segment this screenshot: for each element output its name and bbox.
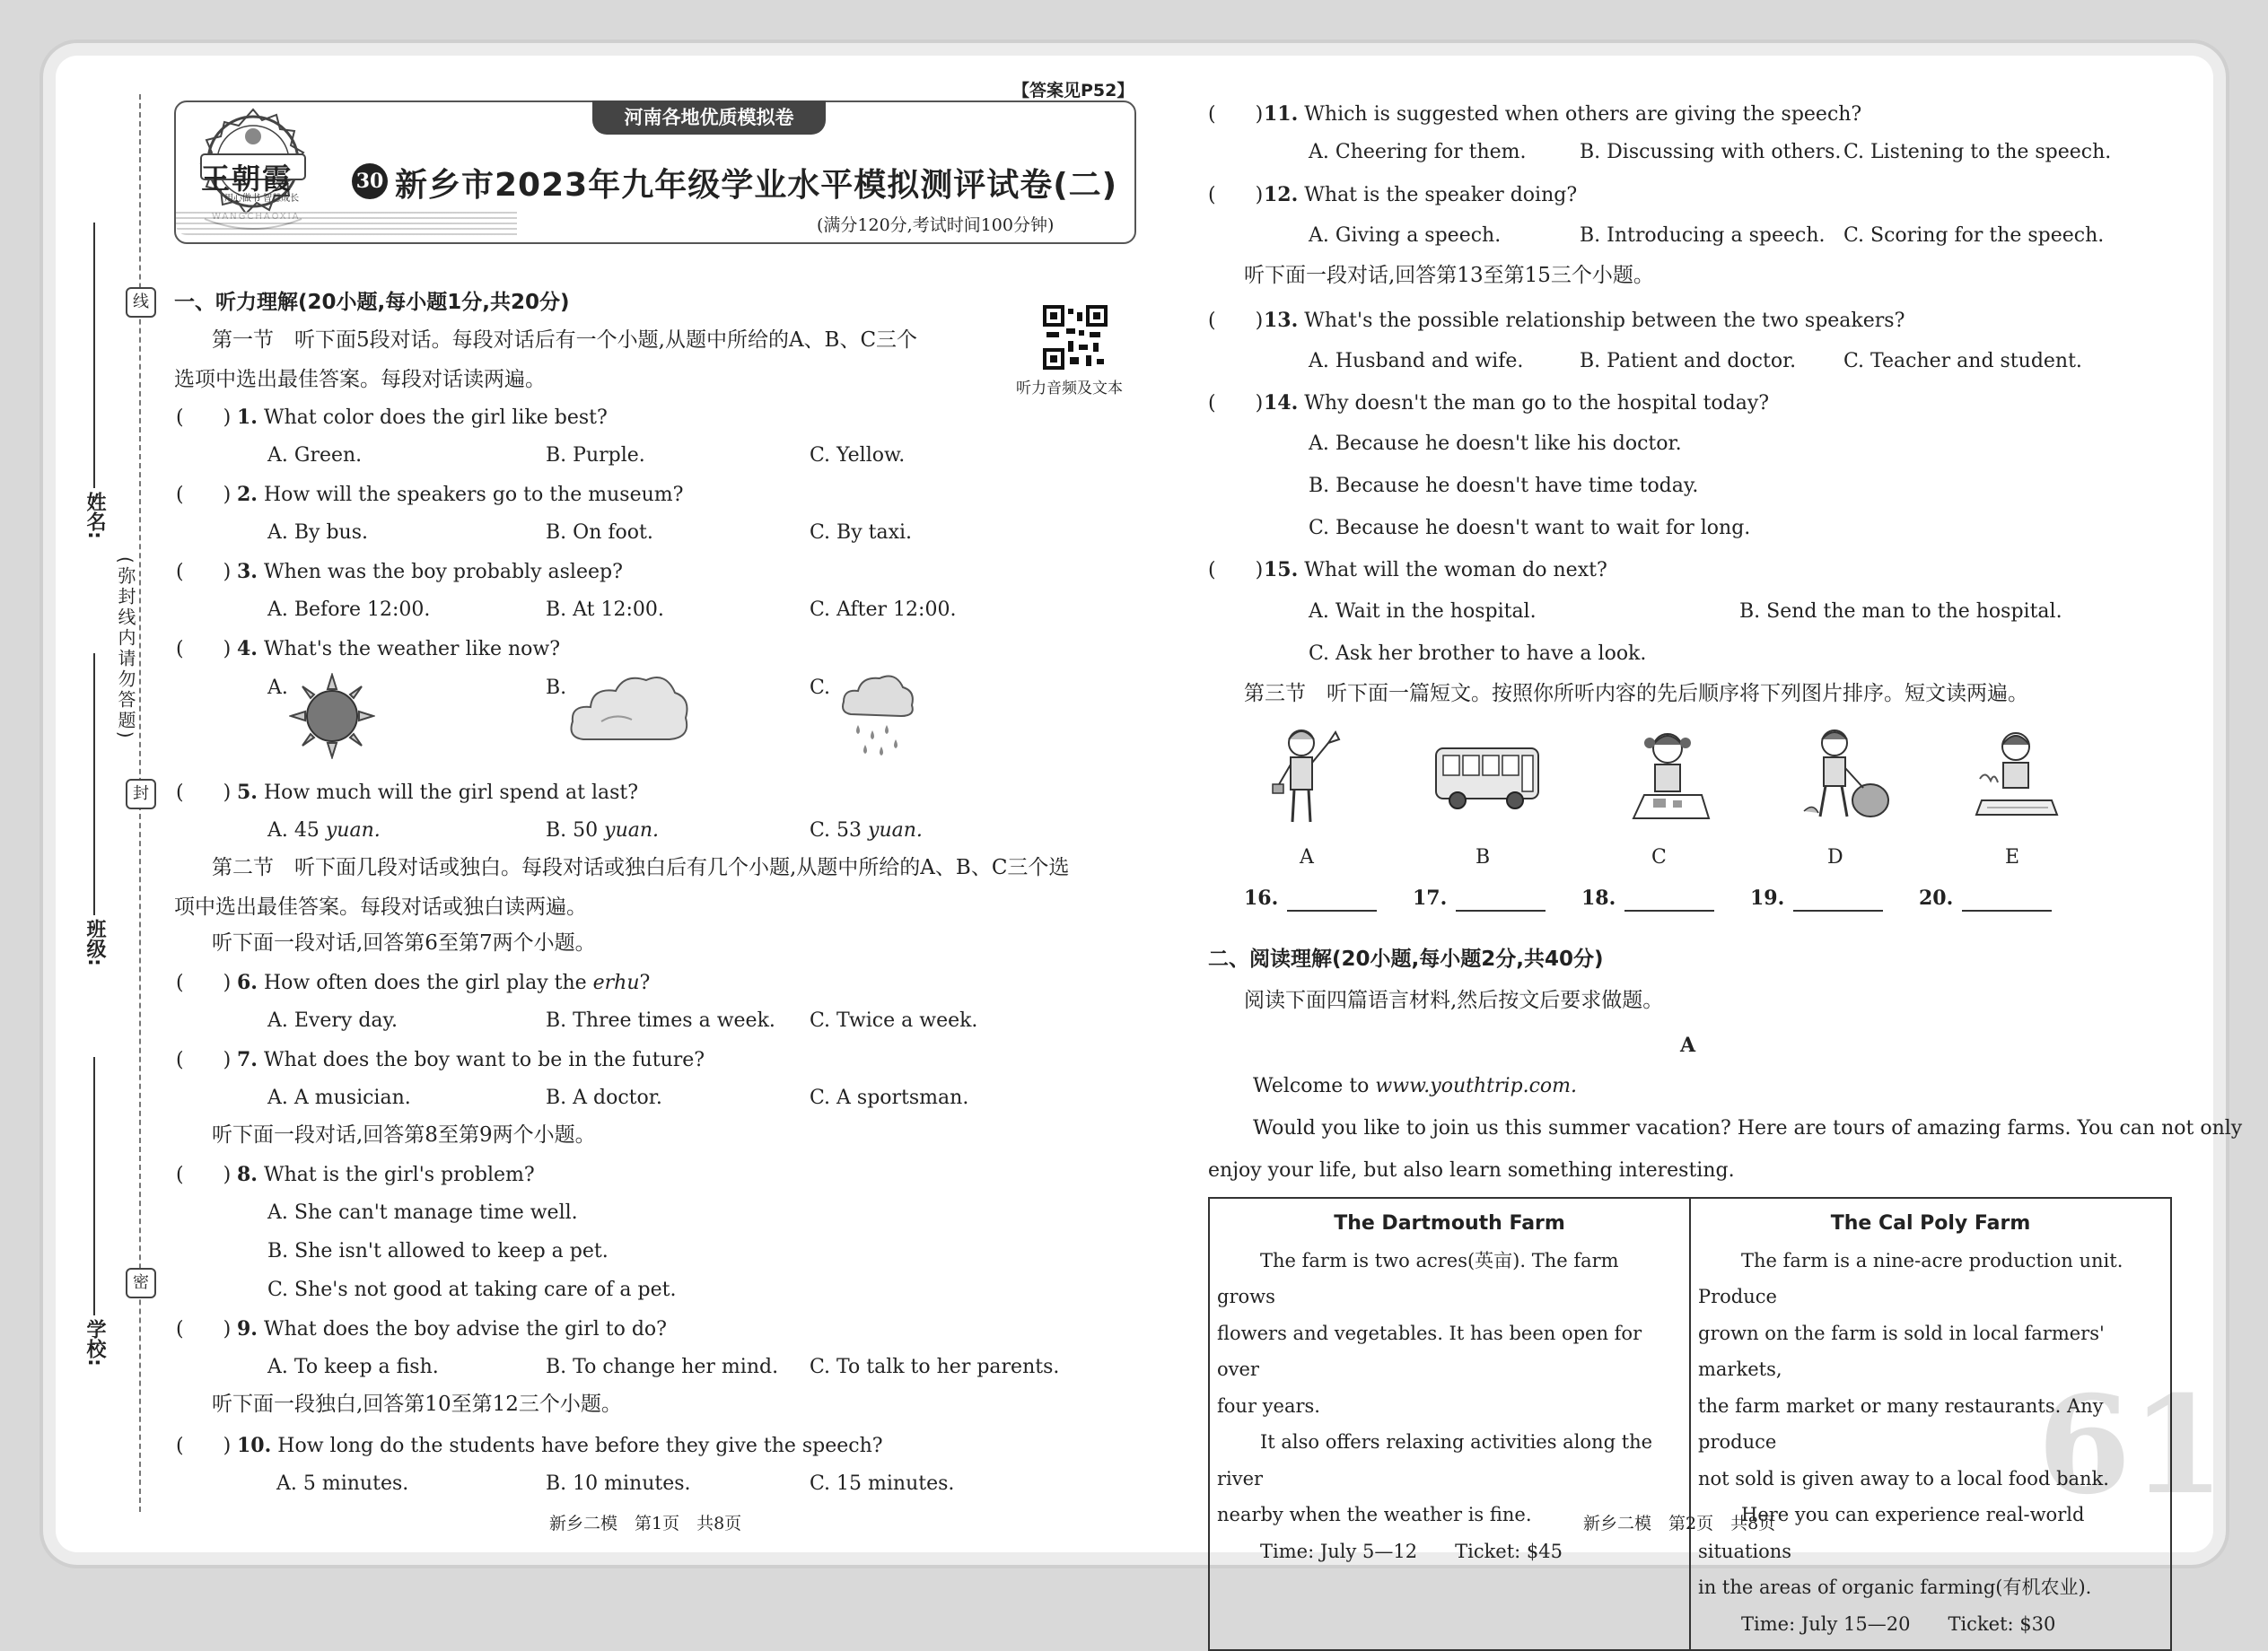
- name-label: 姓名:: [83, 492, 106, 539]
- option-14b: B. Because he doesn't have time today.: [1309, 475, 1699, 497]
- picture-c: [1621, 725, 1714, 826]
- intro-13-15: 听下面一段对话,回答第13至第15三个小题。: [1244, 264, 1654, 287]
- passage-para-1: Would you like to join us this summer vacation? Here are tours of amazing farms. You can not only: [1253, 1117, 2243, 1140]
- answer-blank-15[interactable]: ( ): [1208, 559, 1264, 581]
- picture-a: [1269, 723, 1341, 829]
- sun-icon: [289, 673, 375, 759]
- seal-line: 线: [126, 287, 156, 318]
- option-12b: B. Introducing a speech.: [1580, 224, 1826, 247]
- option-5c: C. 53 yuan.: [810, 819, 923, 842]
- brand-name: 王朝霞: [201, 162, 293, 196]
- passage-label: A: [1680, 1034, 1696, 1057]
- answer-blank-12[interactable]: ( ): [1208, 184, 1264, 206]
- option-2b: B. On foot.: [546, 521, 653, 544]
- option-3a: A. Before 12:00.: [267, 598, 431, 621]
- question-11: 11. Which is suggested when others are giving the speech?: [1264, 102, 1862, 126]
- answer-blank-5[interactable]: ( ): [176, 782, 232, 804]
- option-9a: A. To keep a fish.: [267, 1356, 439, 1378]
- answer-blank-10[interactable]: ( ): [176, 1435, 232, 1457]
- question-6: 6. How often does the girl play the erhu?: [237, 971, 651, 994]
- option-11a: A. Cheering for them.: [1309, 141, 1527, 163]
- dartmouth-line-5: nearby when the weather is fine.: [1217, 1504, 1532, 1525]
- intro-10-12: 听下面一段独白,回答第10至第12三个小题。: [212, 1393, 622, 1416]
- answer-blank-13[interactable]: ( ): [1208, 310, 1264, 332]
- picture-label-c: C: [1651, 846, 1667, 869]
- question-15: 15. What will the woman do next?: [1264, 558, 1607, 581]
- dartmouth-title: The Dartmouth Farm: [1334, 1212, 1565, 1235]
- answer-blank-4[interactable]: ( ): [176, 638, 232, 660]
- calpoly-line-6: in the areas of organic farming(有机农业).: [1698, 1577, 2092, 1598]
- picture-b: [1432, 745, 1544, 811]
- question-14: 14. Why doesn't the man go to the hospital today?: [1264, 391, 1770, 415]
- option-2c: C. By taxi.: [810, 521, 913, 544]
- option-13b: B. Patient and doctor.: [1580, 350, 1797, 372]
- question-1: 1. What color does the girl like best?: [237, 406, 608, 429]
- option-9b: B. To change her mind.: [546, 1356, 779, 1378]
- part1-instruction-2: 选项中选出最佳答案。每段对话读两遍。: [174, 368, 546, 391]
- dartmouth-line-2: flowers and vegetables. It has been open for over: [1217, 1322, 1642, 1380]
- exam-number-badge: 30: [352, 163, 388, 199]
- picture-label-a: A: [1300, 846, 1314, 869]
- option-10b: B. 10 minutes.: [546, 1472, 691, 1495]
- question-10: 10. How long do the students have before they give the speech?: [237, 1434, 883, 1457]
- option-6b: B. Three times a week.: [546, 1009, 775, 1032]
- option-9c: C. To talk to her parents.: [810, 1356, 1060, 1378]
- option-12a: A. Giving a speech.: [1309, 224, 1502, 247]
- calpoly-line-1: The farm is a nine-acre production unit. Produce: [1698, 1249, 2124, 1307]
- answer-blank-9[interactable]: ( ): [176, 1318, 232, 1341]
- dartmouth-line-4: It also offers relaxing activities along the river: [1217, 1431, 1653, 1489]
- option-1a: A. Green.: [267, 444, 363, 467]
- intro-6-7: 听下面一段对话,回答第6至第7两个小题。: [212, 931, 596, 955]
- option-5a: A. 45 yuan.: [267, 819, 381, 842]
- part2-instruction-1: 第二节 听下面几段对话或独白。每段对话或独白后有几个小题,从题中所给的A、B、C三个选: [212, 856, 1070, 879]
- option-11c: C. Listening to the speech.: [1843, 141, 2112, 163]
- option-1b: B. Purple.: [546, 444, 645, 467]
- qr-caption: 听力音频及文本: [1016, 380, 1123, 397]
- option-8b: B. She isn't allowed to keep a pet.: [267, 1240, 609, 1262]
- part2-instruction-2: 项中选出最佳答案。每段对话或独白读两遍。: [174, 895, 587, 919]
- option-2a: A. By bus.: [267, 521, 368, 544]
- answer-blank-14[interactable]: ( ): [1208, 392, 1264, 415]
- option-1c: C. Yellow.: [810, 444, 906, 467]
- exam-subtitle: (满分120分,考试时间100分钟): [817, 215, 1055, 235]
- rain-icon: [840, 671, 915, 764]
- option-7b: B. A doctor.: [546, 1087, 662, 1109]
- option-14a: A. Because he doesn't like his doctor.: [1309, 432, 1682, 455]
- section1-title: 一、听力理解(20小题,每小题1分,共20分): [174, 291, 570, 314]
- header-stripes: [176, 212, 517, 235]
- picture-label-e: E: [2005, 846, 2020, 869]
- dartmouth-line-3: four years.: [1217, 1394, 1320, 1417]
- question-7: 7. What does the boy want to be in the future?: [237, 1048, 705, 1071]
- calpoly-line-2: grown on the farm is sold in local farmers' markets,: [1698, 1322, 2105, 1380]
- option-13a: A. Husband and wife.: [1309, 350, 1524, 372]
- welcome-line: Welcome to www.youthtrip.com.: [1253, 1075, 1578, 1097]
- option-13c: C. Teacher and student.: [1843, 350, 2082, 372]
- option-7c: C. A sportsman.: [810, 1087, 969, 1109]
- calpoly-line-5: Here you can experience real-world situations: [1698, 1504, 2085, 1562]
- option-15c: C. Ask her brother to have a look.: [1309, 642, 1647, 665]
- section2-intro: 阅读下面四篇语言材料,然后按文后要求做题。: [1244, 989, 1664, 1012]
- option-14c: C. Because he doesn't want to wait for long.: [1309, 517, 1751, 539]
- option-4c: C.: [810, 677, 831, 699]
- picture-label-b: B: [1476, 846, 1491, 869]
- brand-sub: 用心做书 智慧成长: [224, 194, 300, 204]
- option-6a: A. Every day.: [267, 1009, 398, 1032]
- option-4b: B.: [546, 677, 567, 699]
- seal-secret: 密: [126, 1268, 156, 1298]
- dartmouth-cell: [1209, 1198, 1690, 1650]
- blank-19[interactable]: 19.: [1750, 885, 1883, 912]
- option-6c: C. Twice a week.: [810, 1009, 978, 1032]
- answer-blank-1[interactable]: ( ): [176, 406, 232, 429]
- question-3: 3. When was the boy probably asleep?: [237, 560, 623, 583]
- answer-blank-11[interactable]: ( ): [1208, 103, 1264, 126]
- option-8a: A. She can't manage time well.: [267, 1201, 578, 1224]
- blank-16[interactable]: 16.: [1244, 885, 1377, 912]
- qr-code[interactable]: [1043, 305, 1108, 370]
- option-15b: B. Send the man to the hospital.: [1739, 600, 2062, 623]
- option-8c: C. She's not good at taking care of a pet.: [267, 1279, 677, 1301]
- option-4a: A.: [267, 677, 288, 699]
- farm-table: [1208, 1197, 2172, 1651]
- option-10c: C. 15 minutes.: [810, 1472, 955, 1495]
- answer-blank-8[interactable]: ( ): [176, 1164, 232, 1186]
- option-15a: A. Wait in the hospital.: [1309, 600, 1537, 623]
- intro-8-9: 听下面一段对话,回答第8至第9两个小题。: [212, 1123, 596, 1147]
- question-4: 4. What's the weather like now?: [237, 637, 561, 660]
- question-12: 12. What is the speaker doing?: [1264, 183, 1578, 206]
- question-5: 5. How much will the girl spend at last?: [237, 781, 639, 804]
- passage-para-2: enjoy your life, but also learn something interesting.: [1208, 1159, 1735, 1182]
- option-7a: A. A musician.: [267, 1087, 411, 1109]
- section2-title: 二、阅读理解(20小题,每小题2分,共40分): [1208, 948, 1604, 971]
- picture-e: [1971, 725, 2062, 827]
- name-field[interactable]: [93, 223, 95, 488]
- blank-17[interactable]: 17.: [1413, 885, 1546, 912]
- option-10a: A. 5 minutes.: [276, 1472, 409, 1495]
- calpoly-title: The Cal Poly Farm: [1830, 1212, 2031, 1235]
- calpoly-time-ticket: Time: July 15—20 Ticket: $30: [1741, 1612, 2056, 1635]
- class-label: 班级:: [83, 919, 106, 966]
- footer-left: 新乡二模 第1页 共8页: [549, 1514, 742, 1533]
- picture-label-d: D: [1827, 846, 1843, 869]
- option-3b: B. At 12:00.: [546, 598, 664, 621]
- answer-blank-6[interactable]: ( ): [176, 972, 232, 994]
- blank-20[interactable]: 20.: [1919, 885, 2052, 912]
- option-11b: B. Discussing with others.: [1580, 141, 1842, 163]
- calpoly-line-4: not sold is given away to a local food bank.: [1698, 1467, 2109, 1489]
- answer-ref: 【答案见P52】: [1012, 81, 1134, 100]
- series-tag: 河南各地优质模拟卷: [592, 100, 826, 135]
- question-9: 9. What does the boy advise the girl to do?: [237, 1317, 667, 1341]
- option-12c: C. Scoring for the speech.: [1843, 224, 2105, 247]
- seal-seal: 封: [126, 779, 156, 809]
- seal-warning: (弥封线内请勿答题): [115, 556, 136, 741]
- question-2: 2. How will the speakers go to the museum?: [237, 483, 684, 506]
- part1-instruction-1: 第一节 听下面5段对话。每段对话后有一个小题,从题中所给的A、B、C三个: [212, 328, 918, 352]
- school-label: 学校:: [83, 1319, 106, 1367]
- page-number-watermark: 61: [2037, 1367, 2225, 1524]
- picture-d: [1799, 723, 1892, 826]
- dartmouth-line-1: The farm is two acres(英亩). The farm grows: [1217, 1249, 1619, 1307]
- school-field[interactable]: [93, 1057, 95, 1315]
- cloud-icon: [565, 668, 691, 752]
- answer-blank-7[interactable]: ( ): [176, 1049, 232, 1071]
- question-8: 8. What is the girl's problem?: [237, 1163, 535, 1186]
- dartmouth-time-ticket: Time: July 5—12 Ticket: $45: [1260, 1540, 1563, 1562]
- calpoly-line-3: the farm market or many restaurants. Any produce: [1698, 1394, 2104, 1453]
- option-5b: B. 50 yuan.: [546, 819, 660, 842]
- question-13: 13. What's the possible relationship between the two speakers?: [1264, 309, 1905, 332]
- option-3c: C. After 12:00.: [810, 598, 957, 621]
- answer-blank-2[interactable]: ( ): [176, 484, 232, 506]
- class-field[interactable]: [93, 653, 95, 915]
- answer-blank-3[interactable]: ( ): [176, 561, 232, 583]
- part3-instruction: 第三节 听下面一篇短文。按照你所听内容的先后顺序将下列图片排序。短文读两遍。: [1244, 682, 2028, 705]
- footer-right: 新乡二模 第2页 共8页: [1583, 1514, 1776, 1533]
- exam-title: 新乡市2023年九年级学业水平模拟测评试卷(二): [395, 167, 1118, 204]
- blank-18[interactable]: 18.: [1581, 885, 1714, 912]
